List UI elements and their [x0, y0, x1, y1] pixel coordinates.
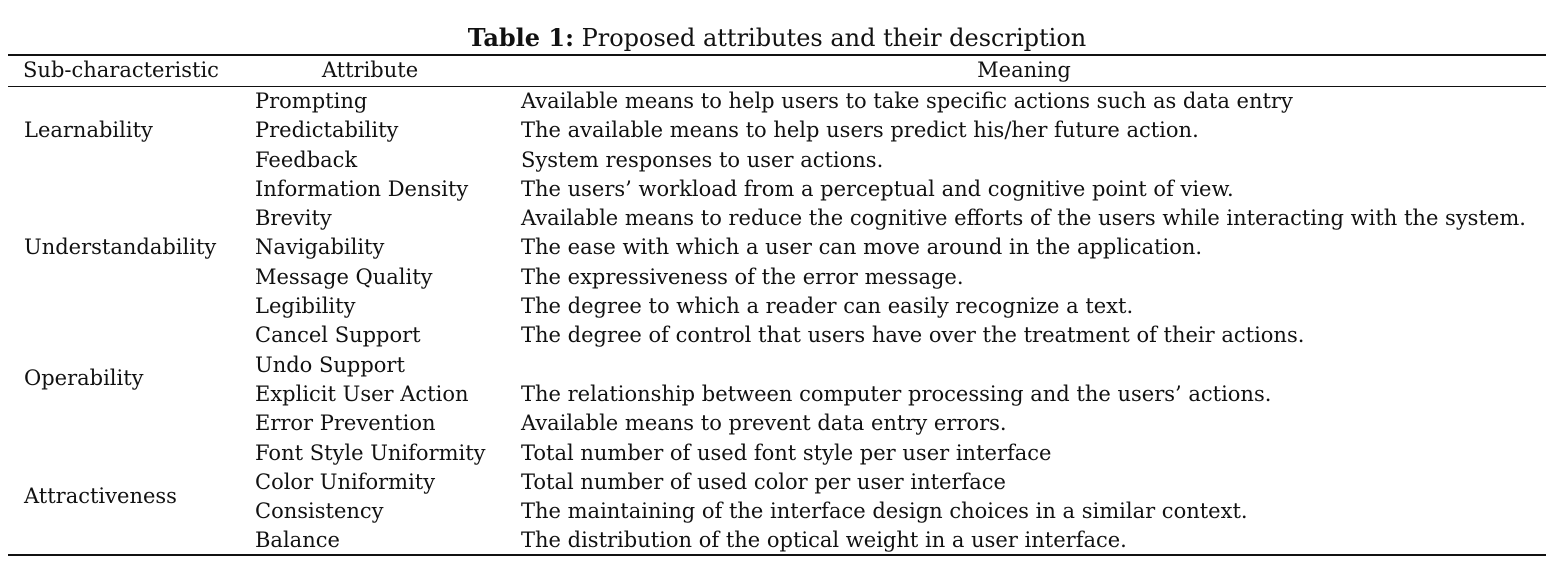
meaning-cell: The maintaining of the interface design choices in a similar context. [521, 499, 1248, 524]
attribute-cell: Brevity [255, 206, 332, 231]
attribute-cell: Balance [255, 528, 340, 553]
group-learnability: Learnability [24, 118, 153, 142]
attribute-cell: Information Density [255, 176, 469, 201]
group-operability: Operability [24, 366, 144, 390]
meaning-cell: The degree of control that users have over the treatment of their actions. [521, 323, 1305, 348]
meaning-cell: The relationship between computer processing and the users’ actions. [521, 381, 1272, 406]
header-sub-characteristic: Sub-characteristic [23, 58, 219, 82]
meaning-cell: Total number of used color per user interface [521, 469, 1006, 494]
table-caption [0, 22, 1554, 54]
attribute-cell: Predictability [255, 118, 399, 143]
table-row [0, 321, 1565, 350]
table-row [0, 116, 1565, 145]
meaning-cell: The users’ workload from a perceptual and cognitive point of view. [521, 176, 1234, 201]
meaning-cell: Available means to prevent data entry errors. [521, 411, 1007, 436]
meaning-cell: Total number of used font style per user interface [521, 440, 1052, 465]
attribute-cell: Explicit User Action [255, 381, 469, 406]
table-row [0, 292, 1565, 321]
meaning-cell: The degree to which a reader can easily recognize a text. [521, 294, 1134, 319]
attribute-cell: Message Quality [255, 264, 433, 289]
attribute-cell: Legibility [255, 294, 356, 319]
table-row [0, 204, 1565, 233]
table-row [0, 409, 1565, 438]
table-caption-label: Table 1: [467, 23, 574, 52]
table-bottom-rule [8, 554, 1546, 556]
meaning-cell: The expressiveness of the error message. [521, 264, 964, 289]
header-meaning: Meaning [977, 58, 1071, 82]
attribute-cell: Undo Support [255, 352, 405, 377]
table-row [0, 468, 1565, 497]
attribute-cell: Feedback [255, 147, 358, 172]
meaning-cell: Available means to reduce the cognitive efforts of the users while interacting with the system. [521, 206, 1526, 231]
table-row [0, 175, 1565, 204]
attribute-cell: Font Style Uniformity [255, 440, 486, 465]
table-row [0, 380, 1565, 409]
table-row [0, 497, 1565, 526]
attribute-cell: Cancel Support [255, 323, 421, 348]
attribute-cell: Consistency [255, 499, 384, 524]
meaning-cell: The available means to help users predict his/her future action. [521, 118, 1199, 143]
header-attribute: Attribute [321, 58, 419, 82]
meaning-cell: System responses to user actions. [521, 147, 884, 172]
table-row [0, 351, 1565, 380]
attribute-cell: Navigability [255, 235, 385, 260]
group-attractiveness: Attractiveness [24, 484, 177, 508]
table-body [0, 87, 1565, 556]
meaning-cell: Available means to help users to take specific actions such as data entry [521, 89, 1293, 113]
table-row [0, 146, 1565, 175]
group-understandability: Understandability [24, 235, 217, 259]
attribute-cell: Color Uniformity [255, 469, 436, 494]
attribute-cell: Prompting [255, 89, 368, 113]
table-row [0, 263, 1565, 292]
table-row [0, 439, 1565, 468]
meaning-cell: The distribution of the optical weight in a user interface. [521, 528, 1127, 553]
table-row [0, 233, 1565, 262]
attribute-cell: Error Prevention [255, 411, 436, 436]
meaning-cell: The ease with which a user can move around in the application. [521, 235, 1203, 260]
table-row [0, 526, 1565, 555]
table-row [0, 87, 1565, 116]
table-caption-text: Proposed attributes and their description [573, 24, 1087, 52]
